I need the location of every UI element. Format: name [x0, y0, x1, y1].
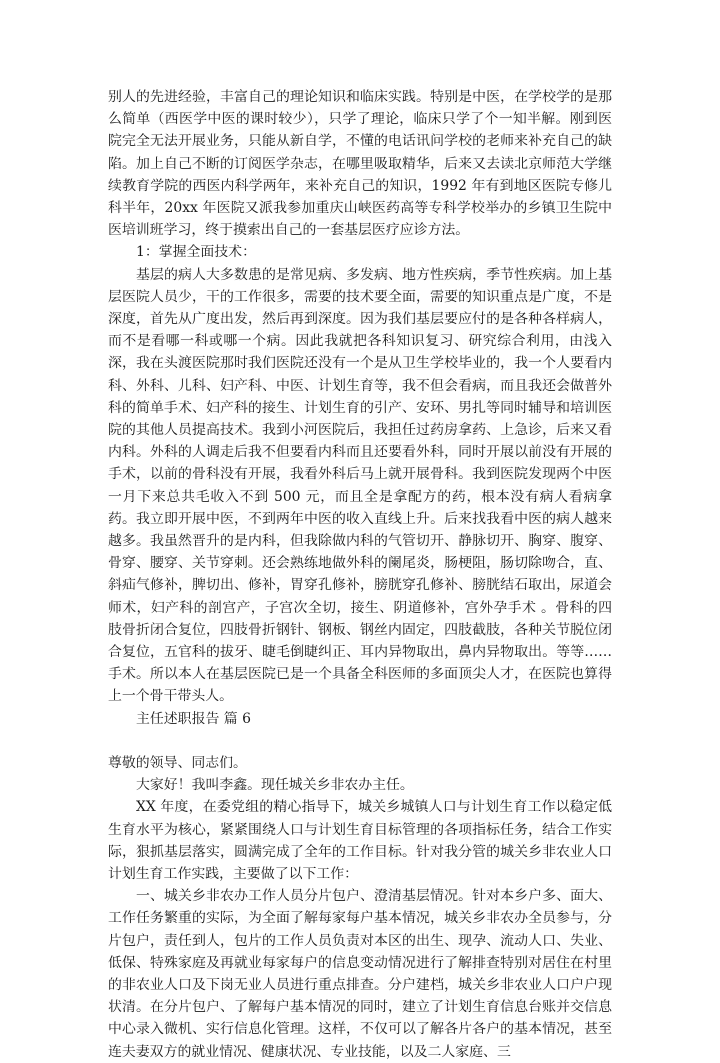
body-paragraph-annual: XX 年度，在委党组的精心指导下，城关乡城镇人口与计划生育工作以稳定低生育水平为核心，紧紧围绕人口与计划生育目标管理的各项指标任务，结合工作实际，狠抓基层落实，圆满完成了全年的工作目标。针对我分管的城关乡非农业人口计划生育工作实践，主要做了以下工作： [108, 799, 612, 882]
body-paragraph-work-item-1: 一、城关乡非农办工作人员分片包户、澄清基层情况。针对本乡户多、面大、工作任务繁重的实际，为全面了解每家每户基本情况，城关乡非农办全员参与，分片包户，责任到人，包片的工作人员负责对本区的出生、现孕、流动人口、失业、低保、特殊家庭及再就业每家每户的信息变动情况进行了解排查特别对居住在村里的非农业人口及下岗无业人员进行重点排查。分户建档，城关乡非农业人口户户现状清。在分片包户、了解每户基本情况的同时，建立了计划生育信息台账并交信息中心录入微机、实行信息化管理。这样，不仅可以了解各片各户的基本情况，甚至连夫妻双方的就业情况、健康状况、专业技能，以及二人家庭、三 [108, 888, 612, 1060]
greeting: 大家好！我叫李鑫。现任城关乡非农办主任。 [136, 777, 414, 794]
subheading-technique: 1：掌握全面技术： [136, 244, 256, 261]
intro-paragraph: 别人的先进经验，丰富自己的理论知识和临床实践。特别是中医，在学校学的是那么简单（西医学中医的课时较少），只学了理论，临床只学了个一知半解。刚到医院完全无法开展业务，只能从新自学，不懂的电话讯问学校的老师来补充自己的缺陷。加上自己不断的订阅医学杂志，在哪里吸取精华，后来又去读北京师范大学继续教育学院的西医内科学两年，来补充自己的知识，1992 年有到地区医院专修儿科半年，20xx 年医院又派我参加重庆山峡医药高等专科学校举办的乡镇卫生院中医培训班学习，终于摸索出自己的一套基层医疗应诊方法。 [108, 89, 612, 239]
section-title: 主任述职报告 篇 6 [136, 710, 251, 727]
salutation: 尊敬的领导、同志们。 [108, 754, 247, 771]
body-paragraph-technique: 基层的病人大多数患的是常见病、多发病、地方性疾病，季节性疾病。加上基层医院人员少，干的工作很多，需要的技术要全面，需要的知识重点是广度，不是深度，首先从广度出发，然后再到深度。因为我们基层要应付的是各种各样病人，而不是看哪一科或哪一个病。因此我就把各科知识复习、研究综合利用，由浅入深，我在头渡医院那时我们医院还没有一个是从卫生学校毕业的，我一个人要看内科、外科、儿科、妇产科、中医、计划生育等，我不但会看病，而且我还会做普外科的简单手术、妇产科的接生、计划生育的引产、安环、男扎等同时辅导和培训医院的其他人员提高技术。我到小河医院后，我担任过药房拿药、上急诊，后来又看内科。外科的人调走后我不但要看内科而且还要看外科，同时开展以前没有开展的手术，以前的骨科没有开展，我看外科后马上就开展骨科。我到医院发现两个中医一月下来总共毛收入不到 500 元，而且全是拿配方的药，根本没有病人看病拿药。我立即开展中医，不到两年中医的收入直线上升。后来找我看中医的病人越来越多。我虽然晋升的是内科，但我除做内科的气管切开、静脉切开、胸穿、腹穿、骨穿、腰穿、关节穿刺。还会熟练地做外科的阑尾炎，肠梗阻，肠切除吻合，直、斜疝气修补，脾切出、修补，胃穿孔修补，膀胱穿孔修补、膀胱结石取出，尿道会师术，妇产科的剖宫产，子宫次全切，接生、阴道修补，宫外孕手术 。骨科的四肢骨折闭合复位，四肢骨折钢针、钢板、钢丝内固定，四肢截肢，各种关节脱位闭合复位，五官科的拔牙、睫毛倒睫纠正、耳内异物取出，鼻内异物取出。等等……手术。所以本人在基层医院已是一个具备全科医师的多面顶尖人才，在医院也算得上一个骨干带头人。 [108, 266, 612, 705]
document-page [108, 86, 612, 1063]
section-spacer [108, 730, 612, 752]
